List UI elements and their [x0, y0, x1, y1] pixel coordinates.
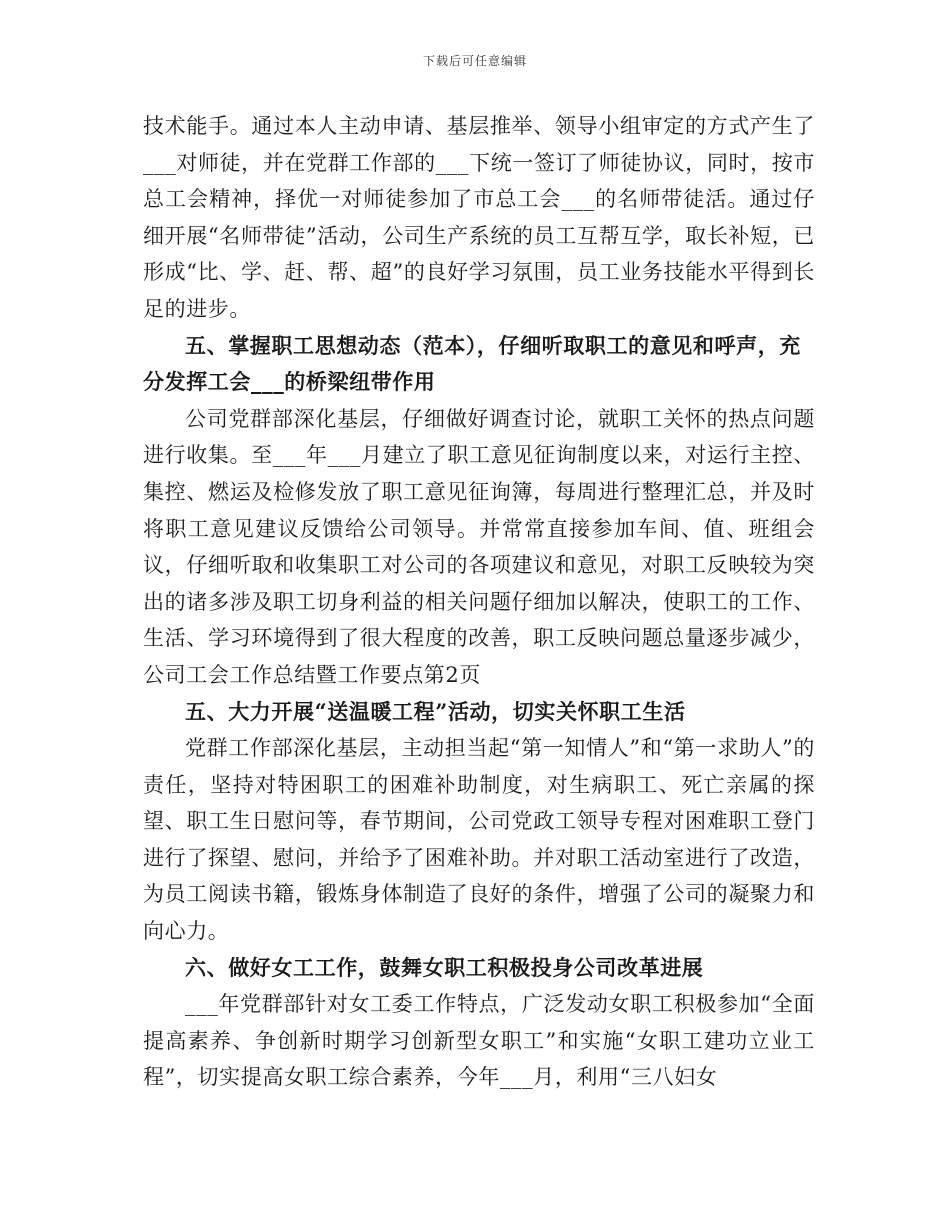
- section-heading-6: 六、做好女工工作，鼓舞女职工积极投身公司改革进展: [185, 954, 704, 980]
- paragraph-female-workers: ___年党群部针对女工委工作特点，广泛发动女职工积极参加“全面提高素养、争创新时期学习创新型女职工”和实施“女职工建功立业工程”，切实提高女职工综合素养，今年___月，利用“三八妇女: [143, 992, 815, 1090]
- paragraph-continued: 技术能手。通过本人主动申请、基层推举、领导小组审定的方式产生了___对师徒，并在党群工作部的___下统一签订了师徒协议，同时，按市总工会精神，择优一对师徒参加了市总工会___的名师带徒活。通过仔细开展“名师带徒”活动，公司生产系统的员工互帮互学，取长补短，已形成“比、学、赶、帮、超”的良好学习氛围，员工业务技能水平得到长足的进步。: [143, 114, 815, 321]
- paragraph-opinions: 公司党群部深化基层，仔细做好调查讨论，就职工关怀的热点问题进行收集。至___年___月建立了职工意见征询制度以来，对运行主控、集控、燃运及检修发放了职工意见征询簿，每周进行整理汇总，并及时将职工意见建议反馈给公司领导。并常常直接参加车间、值、班组会议，仔细听取和收集职工对公司的各项建议和意见，对职工反映较为突出的诸多涉及职工切身利益的相关问题仔细加以解决，使职工的工作、生活、学习环境得到了很大程度的改善，职工反映问题总量逐步减少，公司工会工作总结暨工作要点第2页: [143, 406, 815, 687]
- page-header: 下载后可任意编辑: [422, 54, 527, 68]
- paragraph-warmth: 党群工作部深化基层，主动担当起“第一知情人”和“第一求助人”的责任，坚持对特困职工的困难补助制度，对生病职工、死亡亲属的探望、职工生日慰问等，春节期间，公司党政工领导专程对困难职工登门进行了探望、慰问，并给予了困难补助。并对职工活动室进行了改造，为员工阅读书籍，锻炼身体制造了良好的条件，增强了公司的凝聚力和向心力。: [143, 736, 815, 944]
- document-body: [143, 108, 815, 1096]
- section-heading-5a: 五、掌握职工思想动态（范本），仔细听取职工的意见和呼声，充分发挥工会___的桥梁纽带作用: [143, 332, 801, 395]
- section-heading-5b: 五、大力开展“送温暖工程”活动，切实关怀职工生活: [185, 698, 686, 724]
